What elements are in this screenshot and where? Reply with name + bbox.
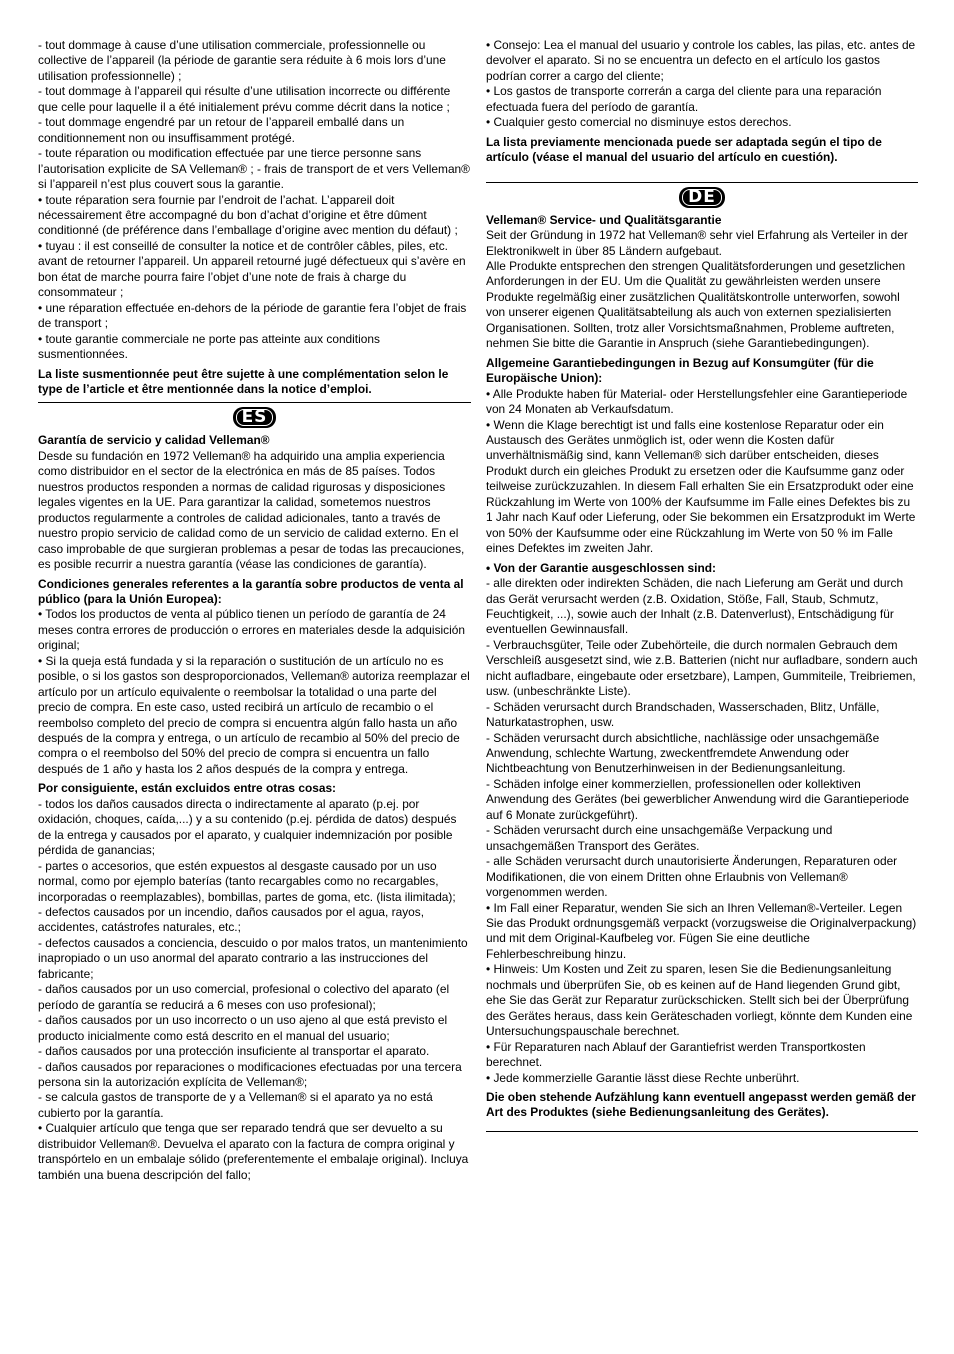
- list-item: • tuyau : il est conseillé de consulter la notice et de contrôler câbles, piles, etc. avant de retourner l’appareil. Un appareil retourné jugé défectueux qui s’avère en bon état de marche pourra faire l’objet d’une note de frais à charge du consommateur ;: [38, 238, 466, 300]
- list-item: - Verbrauchsgüter, Teile oder Zubehörteile, die durch normalen Gebrauch dem Verschleiß ausgesetzt sind, wie z.B. Batterien (nicht nur aufladbare, sondern auch nicht aufladbare, eingebaute oder ersetzbare), Lampen, Gummiteile, Treibriemen, usw. (unbeschränkte Liste).: [486, 637, 918, 699]
- list-item: - defectos causados a conciencia, descuido o por malos tratos, un mantenimiento inapropiado o un uso anormal del aparato contrario a las instrucciones del fabricante;: [38, 935, 468, 981]
- es-language-badge: ES: [233, 407, 277, 428]
- list-item: - Schäden verursacht durch Brandschaden, Wasserschaden, Blitz, Unfälle, Naturkatastrophen, usw.: [486, 699, 880, 730]
- list-item: - daños causados por un uso comercial, profesional o colectivo del aparato (el período de garantía se reducirá a 6 meses con uso profesional);: [38, 982, 450, 1012]
- list-item: - daños causados por un uso incorrecto o un uso ajeno al que está previsto el producto inicialmente como está descrito en el manual del usuario;: [38, 1013, 448, 1043]
- list-item: • Consejo: Lea el manual del usuario y controle los cables, las pilas, etc. antes de devolver el aparato. Si no se encuentra un defecto en el artículo los gastos podrían correr a cargo del cliente;: [486, 38, 916, 83]
- de-intro: Seit der Gründung in 1972 hat Velleman® sehr viel Erfahrung als Verteiler in der Elektronikwelt in über 85 Ländern aufgebaut.: [486, 228, 908, 258]
- list-item: - alle Schäden verursacht durch unautorisierte Änderungen, Reparaturen oder Modifikationen, die von einem Dritten ohne Erlaubnis von Velleman® vorgenommen werden.: [486, 854, 898, 900]
- list-item: • Im Fall einer Reparatur, wenden Sie sich an Ihren Velleman®-Verteiler. Legen Sie das Produkt ordnungsgemäß verpackt (vorzugsweise die Originalverpackung) und mit dem Original-Kaufbeleg vor. Fügen Sie eine deutliche Fehlerbeschreibung hinzu.: [486, 900, 917, 961]
- list-item: - tout dommage à l’appareil qui résulte d’une utilisation incorrecte ou différente que celle pour laquelle il a été initialement prévu comme décrit dans la notice ;: [38, 84, 451, 114]
- list-item: • une réparation effectuée en-dehors de la période de garantie fera l’objet de frais de transport ;: [38, 300, 467, 331]
- list-item: - tout dommage engendré par un retour de l’appareil emballé dans un conditionnement non ou insuffisamment protégé.: [38, 115, 405, 145]
- list-item: • Jede kommerzielle Garantie lässt diese Rechte unberührt.: [486, 1070, 800, 1085]
- de-heading: Velleman® Service- und Qualitätsgarantie: [486, 212, 722, 227]
- list-item: • Wenn die Klage berechtigt ist und falls eine kostenlose Reparatur oder ein Austausch des Gerätes unmöglich ist, oder wenn die Kosten dafür unverhältnismäßig sind, kann Velleman® sich darüber entscheiden, dieses Produkt durch ein gleiches Produkt zu ersetzen oder die Kaufsumme ganz oder teilweise zurückzuzahlen. In diesem Fall erhalten Sie ein Ersatzprodukt oder eine Rückzahlung im Werte von 100% der Kaufsumme im Falle eines Defektes bis zu 1 Jahr nach Kauf oder Lieferung, oder Sie bekommen ein Ersatzprodukt im Werte von 50% der Kaufsumme oder eine Rückzahlung im Werte von 50 % im Falle eines Defektes im zweiten Jahr.: [486, 417, 916, 556]
- list-item: - se calcula gastos de transporte de y a Velleman® si el aparato ya no está cubierto por la garantía.: [38, 1090, 433, 1120]
- list-item: - alle direkten oder indirekten Schäden, die nach Lieferung am Gerät und durch das Gerät verursacht werden (z.B. Oxidation, Stöße, Fall, Staub, Schmutz, Feuchtigkeit, ...), sowie auch der Inhalt (z.B. Datenverlust), Entschädigung für eventuellen Gewinnausfall.: [486, 576, 904, 637]
- de-closing-note: Die oben stehende Aufzählung kann eventuell angepasst werden gemäß der Art des Produktes (siehe Bedienungsanleitung des Gerätes).: [486, 1090, 916, 1120]
- fr-warranty-exclusions: [38, 38, 471, 397]
- de-section: [486, 213, 918, 1121]
- list-item: • Cualquier artículo que tenga que ser reparado tendrá que ser devuelto a su distribuidor Velleman®. Devuelva el aparato con la factura de compra original y transpórtelo en un embalaje sólido (preferentemente el embalaje original). Incluya también una buena descripción del fallo;: [38, 1121, 469, 1182]
- list-item: - Schäden verursacht durch absichtliche, nachlässige oder unsachgemäße Anwendung, schlechte Wartung, zweckentfremdete Anwendung oder Nichtbeachtung von Benutzerhinweisen in der Bedienungsanleitung.: [486, 730, 880, 776]
- es-conditions-heading: Condiciones generales referentes a la garantía sobre productos de venta al público (para la Unión Europea):: [38, 576, 464, 606]
- list-item: • Hinweis: Um Kosten und Zeit zu sparen, lesen Sie die Bedienungsanleitung nochmals und überprüfen Sie, ob es keinen auf de Hand liegenden Grund gibt, ehe Sie das Gerät zur Reparatur zurückschicken. Stellt sich bei der Überprüfung des Gerätes heraus, dass kein Geräteschaden vorliegt, könnte dem Kunden eine Untersuchungspauschale berechnet.: [486, 962, 913, 1039]
- list-item: • toute réparation sera fournie par l’endroit de l’achat. L’appareil doit nécessairement être accompagné du bon d’achat d’origine et être dûment conditionné (de préférence dans l’emballage d’origine avec mention du défaut) ;: [38, 192, 458, 238]
- list-item: - daños causados por una protección insuficiente al transportar el aparato.: [38, 1044, 430, 1059]
- es-intro: Desde su fundación en 1972 Velleman® ha adquirido una amplia experiencia como distribuidor en el sector de la electrónica en más de 85 países. Todos nuestros productos responden a normas de calidad rigurosas y disposiciones legales vigentes en la UE. Para garantizar la calidad, sometemos nuestros productos regularmente a controles de calidad adicionales, tanto a través de nuestro propio servicio de calidad como de un servicio de calidad externo. En el caso improbable de que surgieran problemas a pesar de todas las precauciones, es posible recurrir a nuestra garantía (véase las condiciones de garantía).: [38, 448, 465, 572]
- list-item: - toute réparation ou modification effectuée par une tierce personne sans l’autorisation explicite de SA Velleman® ; - frais de transport de et vers Velleman® si l’appareil n’est plus couvert sous la garantie.: [38, 146, 470, 192]
- left-column: [38, 38, 471, 1183]
- es-closing-note: La lista previamente mencionada puede ser adaptada según el tipo de artículo (véase el manual del usuario del artículo en cuestión).: [486, 134, 882, 165]
- de-language-badge: DE: [679, 187, 725, 208]
- list-item: - todos los daños causados directa o indirectamente al aparato (p.ej. por oxidación, choques, caída,...) y a su contenido (p.ej. pérdida de datos) después de la entrega y causados por el aparato, y cualquier indemnización por posible pérdida de ganancias;: [38, 796, 457, 858]
- right-column: [486, 38, 918, 1132]
- list-item: - defectos causados por un incendio, daños causados por el agua, rayos, accidentes, catástrofes naturales, etc.;: [38, 905, 425, 935]
- list-item: • Für Reparaturen nach Ablauf der Garantiefrist werden Transportkosten berechnet.: [486, 1039, 866, 1070]
- section-divider: [486, 1131, 918, 1132]
- fr-closing-note: La liste susmentionnée peut être sujette à une complémentation selon le type de l’article et être mentionnée dans la notice d’emploi.: [38, 366, 449, 396]
- de-conditions-heading: Allgemeine Garantiebedingungen in Bezug auf Konsumgüter (für die Europäische Union):: [486, 355, 874, 386]
- list-item: • Los gastos de transporte correrán a carga del cliente para una reparación efectuada fuera del período de garantía.: [486, 84, 882, 114]
- de-intro-2: Alle Produkte entsprechen den strengen Qualitätsforderungen und gesetzlichen Anforderungen in der EU. Um die Qualität zu gewährleisten werden unsere Produkte regelmäßig einer zusätzlichen Qualitätskontrolle unterworfen, sowohl von unserer eigenen Qualitätsabteilung als auch von externen spezialisierten Organisationen. Sollten, trotz aller Vorsichtsmaßnahmen, Probleme auftreten, nehmen Sie bitte die Garantie in Anspruch (siehe Garantiebedingungen).: [486, 258, 906, 351]
- list-item: • Todos los productos de venta al público tienen un período de garantía de 24 meses contra errores de producción o errores en materiales desde la adquisición original;: [38, 607, 465, 653]
- de-badge-row: [486, 183, 918, 213]
- list-item: - tout dommage à cause d’une utilisation commerciale, professionnelle ou collective de l’appareil (la période de garantie sera réduite à 6 mois lors d’une utilisation professionnelle) ;: [38, 38, 446, 83]
- list-item: - daños causados por reparaciones o modificaciones efectuadas por una tercera persona sin la autorización explícita de Velleman®;: [38, 1059, 462, 1089]
- es-heading: Garantía de servicio y calidad Velleman®: [38, 433, 270, 448]
- list-item: • Si la queja está fundada y si la reparación o sustitución de un artículo no es posible, o si los gastos son desproporcionados, Velleman® autoriza reemplazar el artículo por un artículo equivalente o reembolsar la totalidad o una parte del precio de compra. En este caso, usted recibirá un artículo de recambio o el reembolso completo del precio de compra si encuentra algún fallo hasta un año después de la compra y entrega, o un artículo de recambio al 50% del precio de compra o el reembolso del 50% del precio de compra si encuentra un fallo después de 1 año y hasta los 2 años después de la compra y entrega.: [38, 653, 470, 776]
- list-item: • Cualquier gesto comercial no disminuye estos derechos.: [486, 115, 792, 130]
- list-item: • Alle Produkte haben für Material- oder Herstellungsfehler eine Garantieperiode von 24 Monaten ab Verkaufsdatum.: [486, 386, 908, 417]
- list-item: • toute garantie commerciale ne porte pas atteinte aux conditions susmentionnées.: [38, 331, 380, 362]
- es-section: [38, 433, 471, 1183]
- list-item: - partes o accesorios, que estén expuestos al desgaste causado por un uso normal, como por ejemplo baterías (tanto recargables como no recargables, incorporadas o reemplazables), bombillas, partes de goma, etc. (lista ilimitada);: [38, 858, 456, 904]
- es-excluded-heading: Por consiguiente, están excluidos entre otras cosas:: [38, 781, 337, 796]
- list-item: - Schäden verursacht durch eine unsachgemäße Verpackung und unsachgemäßen Transport des Gerätes.: [486, 823, 833, 853]
- es-badge-row: [38, 403, 471, 433]
- list-item: - Schäden infolge einer kommerziellen, professionellen oder kollektiven Anwendung des Gerätes (bei gewerblicher Anwendung wird die Garantieperiode auf 6 Monate zurückgeführt).: [486, 776, 910, 822]
- es-section-continued: [486, 38, 918, 166]
- de-excluded-heading: • Von der Garantie ausgeschlossen sind:: [486, 560, 716, 575]
